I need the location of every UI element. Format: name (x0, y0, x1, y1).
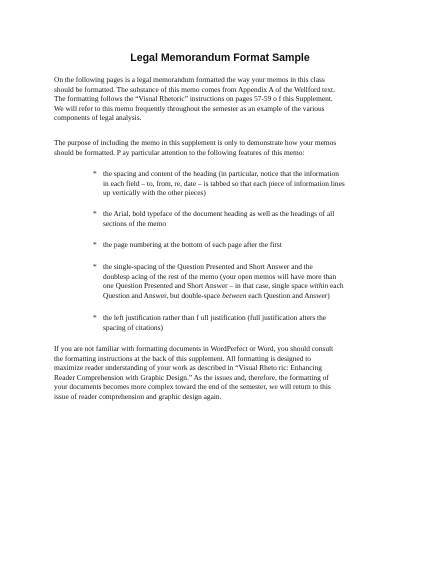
text-line: We will refer to this memo frequently throughout the semester as an example of the various (54, 103, 325, 113)
bullet-star-icon: * (93, 169, 97, 178)
text-line: should be formatted. The substance of this memo comes from Appendix A of the Wellford text. (54, 84, 335, 94)
bullet-star-icon: * (93, 240, 97, 249)
text-segment: each (328, 281, 344, 291)
list-item-text (103, 240, 393, 250)
text-line: the page numbering at the bottom of each page after the first (103, 240, 282, 249)
bullet-star-icon: * (93, 262, 97, 271)
text-line: spacing of citations) (103, 322, 163, 332)
list-item-text (103, 209, 393, 228)
list-item-text (103, 262, 393, 300)
emphasis-text: between (222, 290, 247, 300)
bullet-star-icon: * (93, 313, 97, 322)
purpose-paragraph (54, 138, 390, 157)
list-item-text (103, 169, 393, 198)
text-segment: each Question and Answer) (246, 290, 330, 300)
text-segment: one Question Presented and Short Answer – in that case, single space (103, 281, 310, 291)
text-line: the Arial, bold typeface of the document heading as well as the headings of all (103, 209, 335, 218)
closing-paragraph (54, 344, 390, 402)
text-line: the formatting instructions at the back of this supplement. All formatting is designed to (54, 353, 311, 363)
emphasis-text: within (309, 281, 329, 291)
text-line: the left justification rather than f ull justification (full justification alters the (103, 313, 327, 322)
text-line: On the following pages is a legal memorandum formatted the way your memos in this class (54, 75, 325, 84)
text-line: the spacing and content of the heading (in particular, notice that the information (103, 169, 339, 178)
text-segment: Question and Answer, but double-space (103, 290, 223, 300)
text-line: issue of reader comprehension and graphic design again. (54, 391, 222, 401)
text-line: Reader Comprehension with Graphic Design.” As the issues and, therefore, the formatting of (54, 372, 329, 382)
text-line: If you are not familiar with formatting documents in WordPerfect or Word, you should consult (54, 344, 334, 353)
list-item-text (103, 313, 393, 332)
text-line: The formatting follows the “Visual Rhetoric” instructions on pages 57-59 o f this Supplement. (54, 94, 333, 104)
text-line: in each field – to, from, re, date – is tabbed so that each piece of information lines (103, 178, 345, 188)
text-line: doublesp acing of the rest of the memo (your open memos will have more than (103, 271, 337, 281)
intro-paragraph (54, 75, 390, 123)
page-title: Legal Memorandum Format Sample (130, 52, 310, 64)
text-line: sections of the memo (103, 218, 167, 228)
text-line: The purpose of including the memo in this supplement is only to demonstrate how your memos (54, 138, 337, 147)
text-line: components of legal analysis. (54, 113, 142, 123)
text-line: up vertically with the other pieces) (103, 188, 206, 198)
text-line (103, 291, 393, 301)
text-line: your documents becomes more complex toward the end of the semester, we will return to this (54, 382, 331, 392)
text-line: should be formatted. P ay particular attention to the following features of this memo: (54, 147, 305, 157)
text-line: the single-spacing of the Question Presented and Short Answer and the (103, 262, 313, 271)
bullet-star-icon: * (93, 209, 97, 218)
text-line: maximize reader understanding of your work as described in “Visual Rheto ric: Enhancing (54, 363, 322, 373)
text-line (103, 281, 393, 291)
